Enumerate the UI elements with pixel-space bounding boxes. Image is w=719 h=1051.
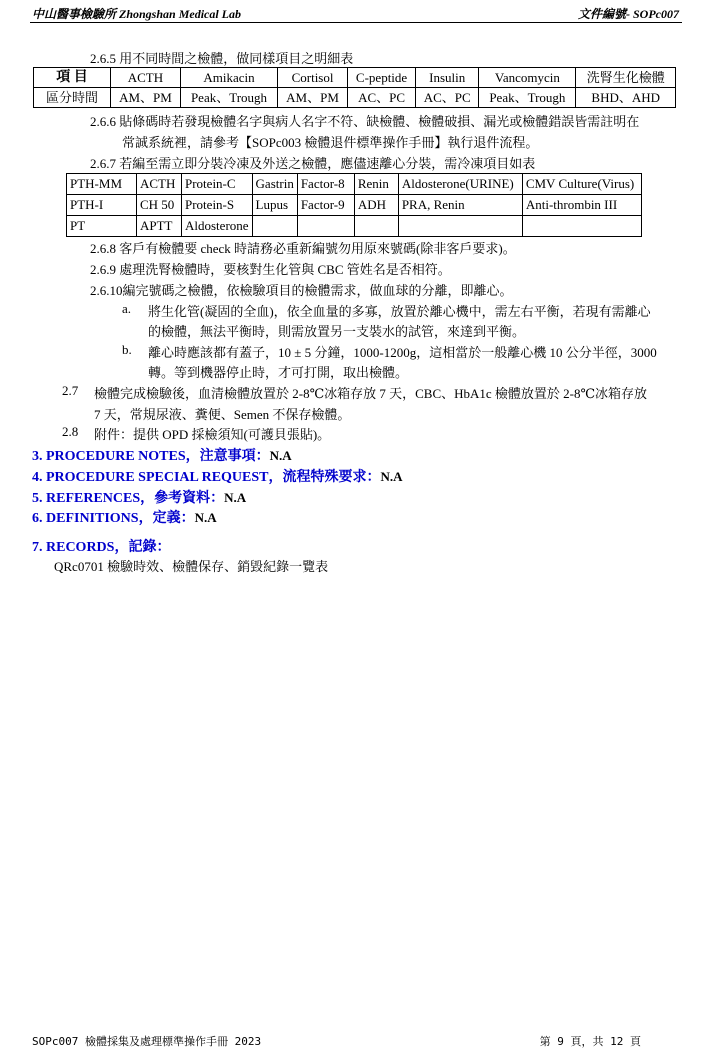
table-cell: C-peptide (347, 68, 415, 88)
table-cell: PRA, Renin (398, 195, 522, 216)
table-cell: PTH-I (67, 195, 137, 216)
time-split-table (33, 67, 676, 108)
section-6-title: 6. DEFINITIONS，定義： (32, 511, 195, 526)
table-cell: AC、PC (347, 88, 415, 108)
table-cell: Gastrin (252, 174, 297, 195)
section-6-value: N.A (194, 510, 217, 525)
table-cell: CH 50 (137, 195, 182, 216)
table-cell: ACTH (111, 68, 181, 88)
table-cell: PTH-MM (67, 174, 137, 195)
table-row (67, 216, 642, 237)
section-4-title: 4. PROCEDURE SPECIAL REQUEST，流程特殊要求： (32, 470, 381, 485)
section-5-title: 5. REFERENCES，參考資料： (32, 491, 225, 506)
table-cell: ADH (354, 195, 398, 216)
table-cell: CMV Culture(Virus) (522, 174, 641, 195)
item-2-6-10: 2.6.10編完號碼之檢體，依檢驗項目的檢體需求，做血球的分離，即離心。 (90, 283, 513, 298)
item-2-6-5: 2.6.5 用不同時間之檢體，做同樣項目之明細表 (90, 51, 354, 66)
table-cell: Renin (354, 174, 398, 195)
table-cell: ACTH (137, 174, 182, 195)
table-cell: Cortisol (278, 68, 348, 88)
section-3-title: 3. PROCEDURE NOTES，注意事項： (32, 449, 270, 464)
sub-item-a-line2: 的檢體，無法平衡時，則需放置另一支裝水的試管，來達到平衡。 (148, 324, 526, 339)
table-cell: APTT (137, 216, 182, 237)
item-2-6-6-line1: 2.6.6 貼條碼時若發現檢體名字與病人名字不符、缺檢體、檢體破損、漏光或檢體錯誤皆需註明在 (90, 114, 640, 129)
section-6 (32, 507, 217, 527)
header-lab-name: 中山醫事檢驗所 Zhongshan Medical Lab (32, 7, 242, 21)
item-2-6-8: 2.6.8 客戶有檢體要 check 時請務必重新編號勿用原來號碼(除非客戶要求)。 (90, 241, 516, 256)
sub-item-a-line1: 將生化管(凝固的全血)，依全血量的多寡，放置於離心機中，需左右平衡，若現有需離心 (148, 304, 651, 319)
item-2-8-number: 2.8 (62, 424, 79, 439)
table-cell (398, 216, 522, 237)
section-3 (32, 445, 292, 465)
table-cell (297, 216, 354, 237)
section-4-value: N.A (380, 469, 403, 484)
table-cell: Peak、Trough (479, 88, 576, 108)
sub-item-a-label: a. (122, 301, 132, 316)
table-row (67, 195, 642, 216)
table-cell: Amikacin (180, 68, 277, 88)
item-2-6-9: 2.6.9 處理洗腎檢體時，要核對生化管與 CBC 管姓名是否相符。 (90, 262, 451, 277)
table-cell (354, 216, 398, 237)
item-2-8-text: 附件：提供 OPD 採檢須知(可護貝張貼)。 (94, 427, 331, 442)
table-cell: Aldosterone(URINE) (398, 174, 522, 195)
table-cell: AM、PM (111, 88, 181, 108)
table-row (67, 174, 642, 195)
table-cell: BHD、AHD (576, 88, 676, 108)
table-cell (252, 216, 297, 237)
header-divider (30, 22, 682, 23)
table-cell: Peak、Trough (180, 88, 277, 108)
table-cell: AC、PC (416, 88, 479, 108)
table-cell: PT (67, 216, 137, 237)
section-3-value: N.A (269, 448, 292, 463)
table-cell (522, 216, 641, 237)
header-doc-number: 文件編號- SOPc007 (578, 7, 679, 21)
frozen-items-table (66, 173, 642, 237)
section-5-value: N.A (224, 490, 247, 505)
footer-page-number: 第 9 頁，共 12 頁 (539, 1035, 641, 1048)
table-cell: AM、PM (278, 88, 348, 108)
item-2-7-line2: 7 天，常規尿液、糞便、Semen 不保存檢體。 (94, 407, 351, 422)
section-7 (32, 536, 170, 556)
item-2-6-7: 2.6.7 若編至需立即分裝冷凍及外送之檢體，應儘速離心分裝，需冷凍項目如表 (90, 156, 536, 171)
item-2-7-number: 2.7 (62, 383, 79, 398)
table-cell: 區分時間 (34, 88, 111, 108)
sub-item-b-line1: 離心時應該都有蓋子，10 ± 5 分鐘，1000-1200g，這相當於一般離心機 10 公分半徑，3000 (148, 345, 657, 360)
table-cell: Protein-S (182, 195, 253, 216)
section-4 (32, 466, 403, 486)
table-cell: Insulin (416, 68, 479, 88)
table-cell: Lupus (252, 195, 297, 216)
table-cell: Anti-thrombin III (522, 195, 641, 216)
sub-item-b-label: b. (122, 342, 132, 357)
section-7-title: 7. RECORDS，記錄： (32, 540, 171, 555)
table-cell: Vancomycin (479, 68, 576, 88)
table-cell: Factor-9 (297, 195, 354, 216)
table-cell: 項 目 (34, 68, 111, 88)
table-cell: 洗腎生化檢體 (576, 68, 676, 88)
table-row (34, 68, 676, 88)
footer-doc-title: SOPc007 檢體採集及處理標準操作手冊 2023 (32, 1035, 262, 1048)
sub-item-b-line2: 轉。等到機器停止時，才可打開，取出檢體。 (148, 365, 409, 380)
table-row (34, 88, 676, 108)
section-5 (32, 487, 246, 507)
item-2-6-6-line2: 常誠系統裡，請參考【SOPc003 檢體退件標準操作手冊】執行退件流程。 (122, 135, 539, 150)
item-2-7-line1: 檢體完成檢驗後，血清檢體放置於 2-8℃冰箱存放 7 天，CBC、HbA1c 檢體放置於 2-8℃冰箱存放 (94, 386, 648, 401)
table-cell: Factor-8 (297, 174, 354, 195)
table-cell: Protein-C (182, 174, 253, 195)
table-cell: Aldosterone (182, 216, 253, 237)
section-7-record: QRc0701 檢驗時效、檢體保存、銷毀紀錄一覽表 (54, 559, 329, 574)
